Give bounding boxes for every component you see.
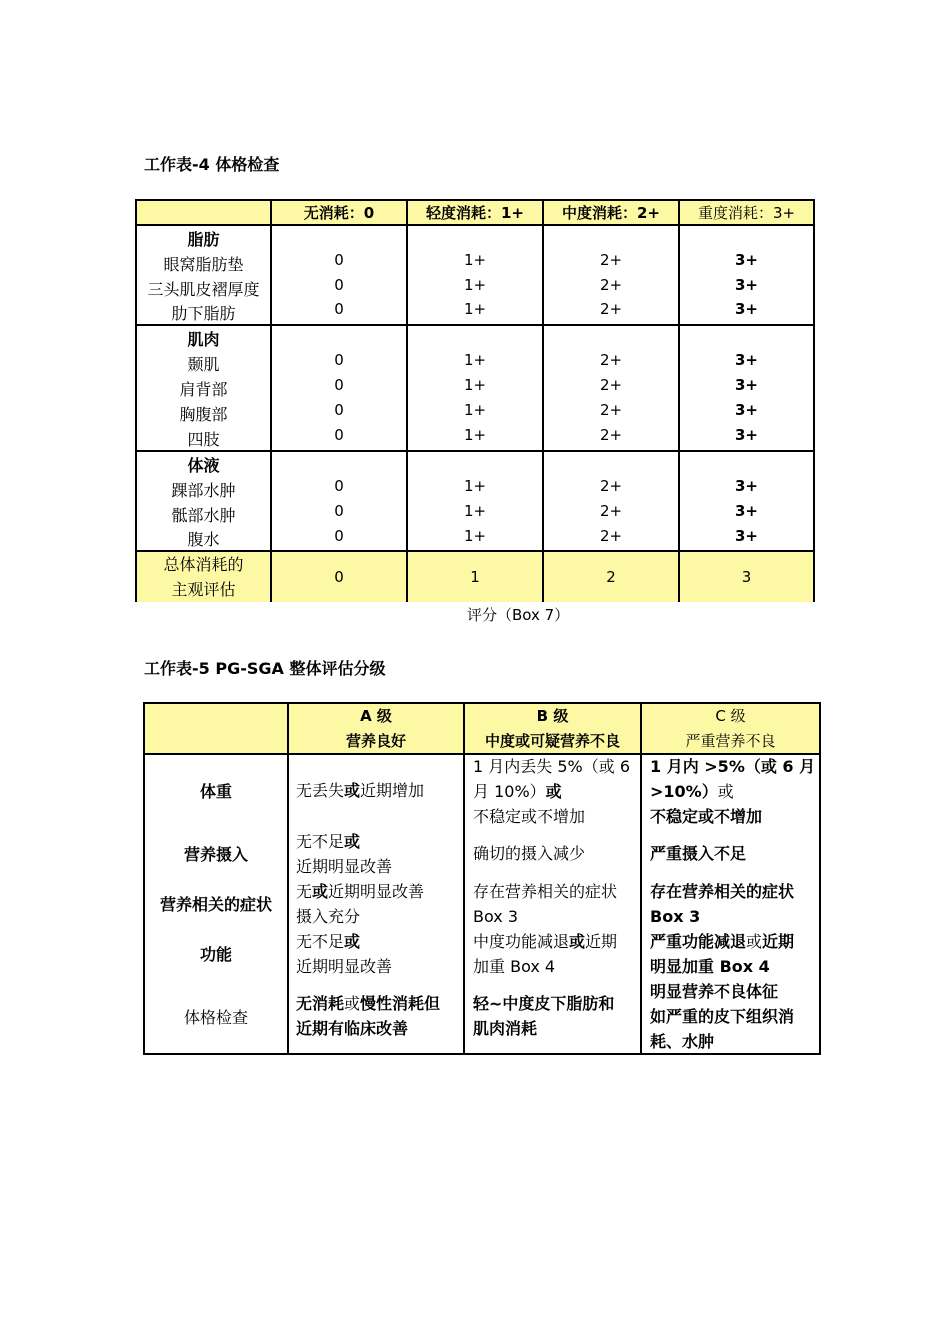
score-cell: 2+ — [599, 425, 623, 444]
score-cell: 1+ — [463, 299, 487, 318]
text-fragment: >10%） — [650, 782, 718, 801]
text-fragment: 近期 — [762, 932, 795, 951]
score-cell: 2+ — [599, 526, 623, 545]
text-line — [296, 879, 424, 904]
text-line: 近期明显改善 — [296, 957, 393, 976]
text-line — [473, 929, 617, 954]
function-grade-a — [296, 929, 392, 979]
score-cell: 2+ — [599, 476, 623, 495]
text-line: 近期有临床改善 — [296, 1019, 409, 1038]
text-line: 加重 Box 4 — [473, 957, 556, 976]
row-label-intake: 营养摄入 — [183, 845, 248, 864]
text-line: 肌肉消耗 — [473, 1019, 538, 1038]
score-cell: 3+ — [734, 299, 758, 318]
column-divider — [287, 702, 289, 1055]
row-label: 踝部水肿 — [171, 481, 236, 500]
total-score-cell: 2 — [606, 568, 616, 586]
score-cell: 0 — [334, 425, 344, 444]
score-cell: 3+ — [734, 501, 758, 520]
score-cell: 3+ — [734, 425, 758, 444]
table-border — [819, 702, 821, 1055]
text-line: 耗、水肿 — [650, 1032, 715, 1051]
header-moderate-wasting: 中度消耗：2+ — [561, 204, 660, 222]
table-border — [143, 702, 145, 1055]
row-label: 腹水 — [187, 530, 220, 549]
text-fragment: 或 — [717, 782, 734, 801]
function-grade-b — [473, 929, 617, 979]
text-fragment: 近期增加 — [360, 781, 425, 800]
text-line — [296, 929, 392, 954]
table-border — [813, 199, 815, 602]
score-cell: 0 — [334, 275, 344, 294]
column-divider — [463, 702, 465, 1055]
header-mild-wasting: 轻度消耗：1+ — [425, 204, 524, 222]
grade-b-desc: 中度或可疑营养不良 — [484, 732, 620, 750]
intake-grade-c: 严重摄入不足 — [650, 844, 747, 863]
score-cell: 3+ — [734, 350, 758, 369]
score-cell: 2+ — [599, 275, 623, 294]
function-grade-c — [650, 929, 794, 979]
score-cell: 2+ — [599, 250, 623, 269]
weight-grade-b — [473, 754, 630, 829]
symptoms-grade-b — [473, 879, 617, 929]
row-label: 眼窝脂肪垫 — [163, 255, 244, 274]
score-cell: 1+ — [463, 375, 487, 394]
text-fragment: 无不足 — [296, 832, 345, 851]
score-cell: 2+ — [599, 350, 623, 369]
score-cell: 1+ — [463, 250, 487, 269]
symptoms-grade-c — [650, 879, 794, 929]
score-cell: 2+ — [599, 299, 623, 318]
score-cell: 0 — [334, 375, 344, 394]
score-cell: 0 — [334, 350, 344, 369]
grade-a-letter: A 级 — [360, 707, 392, 725]
total-score-cell: 3 — [741, 568, 752, 586]
text-line: 轻~中度皮下脂肪和 — [473, 994, 615, 1013]
score-cell: 3+ — [734, 526, 758, 545]
text-line — [296, 991, 440, 1016]
symptoms-grade-a — [296, 879, 424, 929]
grade-b-letter: B 级 — [536, 707, 569, 725]
grade-c-desc: 严重营养不良 — [685, 732, 776, 750]
text-fragment: 中度功能减退 — [473, 932, 570, 951]
text-line: 不稳定或不增加 — [650, 807, 763, 826]
score-cell: 3+ — [734, 250, 758, 269]
text-line: 摄入充分 — [296, 907, 361, 926]
score-cell: 0 — [334, 299, 344, 318]
text-fragment: 无 — [296, 882, 313, 901]
grade-c-letter: C 级 — [715, 707, 746, 725]
group-label-fat: 脂肪 — [187, 230, 220, 249]
text-fragment: 或 — [746, 932, 763, 951]
score-cell: 3+ — [734, 400, 758, 419]
score-cell: 2+ — [599, 501, 623, 520]
text-line: 1 月内丢失 5%（或 6 — [473, 757, 631, 776]
score-caption: 评分（Box 7） — [467, 606, 570, 624]
text-line: Box 3 — [650, 907, 701, 926]
row-label: 三头肌皮褶厚度 — [147, 280, 260, 299]
text-fragment: 无消耗 — [296, 994, 345, 1013]
worksheet4-title: 工作表-4 体格检查 — [144, 155, 280, 174]
text-line: 1 月内 >5%（或 6 月 — [650, 757, 816, 776]
intake-grade-b: 确切的摄入减少 — [473, 844, 586, 863]
score-cell: 1+ — [463, 476, 487, 495]
group-label-fluid: 体液 — [187, 456, 220, 475]
text-line: Box 3 — [473, 907, 519, 926]
score-cell: 1+ — [463, 275, 487, 294]
worksheet5-title: 工作表-5 PG-SGA 整体评估分级 — [144, 659, 386, 678]
header-grade-a — [289, 704, 463, 754]
weight-grade-a — [296, 778, 424, 803]
row-label: 肋下脂肪 — [171, 304, 236, 323]
row-label-function: 功能 — [199, 945, 232, 964]
text-fragment: 或 — [545, 782, 562, 801]
group-label-muscle: 肌肉 — [187, 330, 220, 349]
text-fragment: 或 — [344, 832, 361, 851]
text-fragment: 慢性消耗但 — [360, 994, 441, 1013]
total-label — [137, 552, 270, 602]
text-line: 明显加重 Box 4 — [650, 957, 770, 976]
text-fragment: 或 — [344, 932, 361, 951]
text-line — [296, 829, 392, 854]
header-no-wasting: 无消耗：0 — [303, 204, 375, 222]
text-line: 不稳定或不增加 — [473, 807, 586, 826]
score-cell: 0 — [334, 501, 344, 520]
header-grade-b — [465, 704, 640, 754]
score-cell: 1+ — [463, 425, 487, 444]
row-label-symptoms: 营养相关的症状 — [159, 895, 272, 914]
row-label: 骶部水肿 — [171, 506, 236, 525]
text-fragment: 月 10%） — [473, 782, 546, 801]
score-cell: 0 — [334, 526, 344, 545]
text-line: 如严重的皮下组织消 — [650, 1007, 795, 1026]
text-fragment: 或 — [344, 994, 361, 1013]
total-score-cell: 0 — [334, 568, 344, 586]
text-line: 存在营养相关的症状 — [473, 882, 618, 901]
total-score-cell: 1 — [470, 568, 480, 586]
text-fragment: 或 — [344, 781, 361, 800]
row-label: 胸腹部 — [179, 405, 228, 424]
score-cell: 3+ — [734, 375, 758, 394]
text-fragment: 近期明显改善 — [328, 882, 425, 901]
score-cell: 2+ — [599, 400, 623, 419]
text-line: 明显营养不良体征 — [650, 982, 779, 1001]
row-label-exam: 体格检查 — [183, 1008, 248, 1027]
text-fragment: 无不足 — [296, 932, 345, 951]
row-label: 四肢 — [187, 430, 220, 449]
score-cell: 0 — [334, 400, 344, 419]
text-fragment: 严重功能减退 — [650, 932, 747, 951]
text-fragment: 或 — [569, 932, 586, 951]
score-cell: 0 — [334, 476, 344, 495]
pg-sga-grade-table — [143, 702, 821, 1055]
score-cell: 3+ — [734, 275, 758, 294]
row-label-weight: 体重 — [199, 782, 232, 801]
row-label: 肩背部 — [179, 380, 228, 399]
score-cell: 1+ — [463, 350, 487, 369]
intake-grade-a — [296, 829, 392, 879]
total-label-line1: 总体消耗的 — [163, 555, 244, 574]
score-cell: 3+ — [734, 476, 758, 495]
weight-grade-c — [650, 754, 815, 829]
score-cell: 1+ — [463, 526, 487, 545]
total-label-line2: 主观评估 — [171, 580, 236, 599]
grade-a-desc: 营养良好 — [345, 732, 406, 750]
header-severe-wasting: 重度消耗：3+ — [697, 204, 796, 222]
text-line — [473, 779, 630, 804]
score-cell: 0 — [334, 250, 344, 269]
header-grade-c — [642, 704, 819, 754]
exam-grade-c — [650, 979, 794, 1054]
text-line — [650, 779, 815, 804]
physical-exam-table — [135, 199, 815, 602]
exam-grade-a — [296, 991, 440, 1041]
text-line — [650, 929, 794, 954]
text-line: 近期明显改善 — [296, 857, 393, 876]
score-cell: 2+ — [599, 375, 623, 394]
score-cell: 1+ — [463, 501, 487, 520]
column-divider — [640, 702, 642, 1055]
text-fragment: 或 — [312, 882, 329, 901]
score-cell: 1+ — [463, 400, 487, 419]
exam-grade-b — [473, 991, 614, 1041]
text-fragment: 近期 — [585, 932, 618, 951]
text-fragment: 无丢失 — [296, 781, 345, 800]
text-line: 存在营养相关的症状 — [650, 882, 795, 901]
row-label: 颞肌 — [187, 355, 220, 374]
